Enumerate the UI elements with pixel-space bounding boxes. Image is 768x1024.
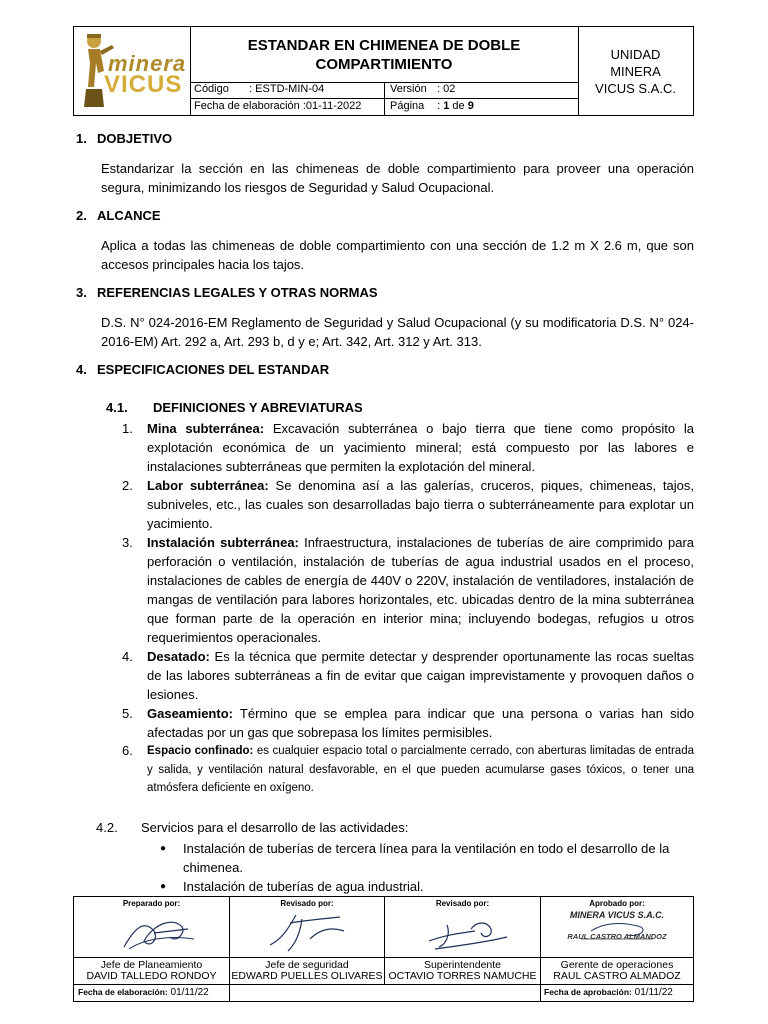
page-label: Página bbox=[390, 100, 425, 112]
page-of: de bbox=[452, 100, 465, 112]
approver-name: RAUL CASTRO ALMADOZ bbox=[553, 970, 681, 982]
company-logo bbox=[74, 27, 191, 115]
date-value: :01-11-2022 bbox=[302, 100, 362, 112]
reviewer1-name: EDWARD PUELLES OLIVARES bbox=[231, 970, 383, 982]
approver-role: Gerente de operaciones bbox=[541, 957, 693, 971]
section-2-heading: 2. ALCANCE bbox=[76, 208, 161, 223]
reviewer2-name: OCTAVIO TORRES NAMUCHE bbox=[388, 970, 537, 982]
prepared-role: Jefe de Planeamiento bbox=[74, 957, 229, 971]
version-label: Versión bbox=[390, 83, 427, 95]
services-list bbox=[160, 839, 695, 896]
list-item: 3. Instalación subterránea: Infraestructura, instalaciones de tuberías de aire comprimido para perforación o ventilación, instalación de tuberías de agua industrial usados en el proceso, instalaciones de cables de energía de 440V o 220V, instalación de ventiladores, instalación de mangas de ventilación para labores horizontales, etc. ubicadas dentro de la mina subterránea que forman parte de la operación en interior mina; incluyendo bodegas, refugios u otros requerimientos operacionales. bbox=[122, 535, 695, 645]
approver-stamp-name: RAUL CASTRO ALMANDOZ bbox=[567, 932, 667, 941]
document-header bbox=[73, 26, 694, 116]
meta-row-date bbox=[190, 99, 579, 115]
code-label: Código bbox=[194, 83, 229, 95]
prepared-name: DAVID TALLEDO RONDOY bbox=[86, 970, 217, 982]
signature-drawing bbox=[395, 909, 530, 955]
version-value: : 02 bbox=[437, 83, 456, 95]
list-item: 4. Desatado: Es la técnica que permite detectar y desprender oportunamente las rocas sueltas de las labores subterráneas a fin de evitar que caigan imprevistamente y provoquen daños o lesiones. bbox=[122, 649, 694, 702]
reviewer1-role: Jefe de seguridad bbox=[230, 957, 384, 971]
section-3-text: D.S. N° 024-2016-EM Reglamento de Seguridad y Salud Ocupacional (y su modificatoria D.S. N° 024-2016-EM) Art. 292 a, Art. 293 b, d y e; Art. 342, Art. 312 y Art. 313. bbox=[101, 315, 694, 349]
section-2-text: Aplica a todas las chimeneas de doble compartimiento con una sección de 1.2 m X 2.6 m, que son accesos principales hacia los tajos. bbox=[101, 238, 694, 272]
document-title: ESTANDAR EN CHIMENEA DE DOBLE COMPARTIMIENTO bbox=[190, 27, 579, 83]
meta-row-code bbox=[190, 82, 579, 99]
definitions-list bbox=[118, 419, 694, 798]
list-item: ● Instalación de tuberías de agua industrial. bbox=[160, 877, 695, 896]
elaboration-date: Fecha de elaboración: 01/11/22 bbox=[78, 987, 209, 998]
code-value: : ESTD-MIN-04 bbox=[249, 83, 325, 95]
logo-text-vicus: VICUS bbox=[104, 71, 183, 98]
approver-company-stamp: MINERA VICUS S.A.C. bbox=[569, 910, 665, 920]
subsection-4-2-heading: 4.2. Servicios para el desarrollo de las actividades: bbox=[96, 820, 409, 835]
section-1-heading: 1. DOBJETIVO bbox=[76, 131, 173, 146]
page-total: 9 bbox=[467, 100, 474, 112]
list-item: 1. Mina subterránea: Excavación subterránea o bajo tierra que tiene como propósito la explotación económica de un yacimiento mineral; está compuesto por las labores e instalaciones subterráneas que permiten la explotación del mineral. bbox=[122, 421, 695, 474]
section-1-text: Estandarizar la sección en las chimeneas de doble compartimiento para proveer una operación segura, minimizando los riesgos de Seguridad y Salud Ocupacional. bbox=[101, 161, 694, 195]
section-4-heading: 4. ESPECIFICACIONES DEL ESTANDAR bbox=[76, 362, 330, 377]
signature-table bbox=[73, 896, 694, 1002]
signature-reviewed-2: Revisado por: Superintendente OCTAVIO TORRES NAMUCHE bbox=[385, 897, 540, 1001]
reviewer2-role: Superintendente bbox=[385, 957, 540, 971]
approval-date: Fecha de aprobación: 01/11/22 bbox=[544, 987, 673, 998]
list-item: ● Instalación de tuberías de tercera línea para la ventilación en todo el desarrollo de la chimenea. bbox=[160, 839, 695, 877]
signature-drawing bbox=[84, 909, 219, 955]
subsection-4-1-heading: 4.1. DEFINICIONES Y ABREVIATURAS bbox=[106, 400, 363, 415]
list-item: 5. Gaseamiento: Término que se emplea para indicar que una persona o varias han sido afectadas por un gas que sobrepasa los límites permisibles. bbox=[122, 706, 694, 740]
signature-reviewed-1: Revisado por: Jefe de seguridad EDWARD PUELLES OLIVARES bbox=[231, 899, 383, 982]
page-current: 1 bbox=[443, 100, 450, 112]
date-label: Fecha de elaboración bbox=[194, 100, 300, 112]
signature-approved: Aprobado por: MINERA VICUS S.A.C. RAUL CASTRO ALMANDOZ Gerente de operaciones RAUL CASTRO ALMADOZ bbox=[541, 897, 693, 1001]
list-item: 2. Labor subterránea: Se denomina así a las galerías, cruceros, piques, chimeneas, tajos, subniveles, etc., las cuales son desarrolladas bajo tierra o subterráneamente para explotar un yacimiento. bbox=[122, 478, 694, 531]
list-item: 6. Espacio confinado: es cualquier espacio total o parcialmente cerrado, con aberturas limitadas de entrada y salida, y ventilación natural desfavorable, en el que pueden acumularse gases tóxicos, o tener una atmósfera deficiente en oxígeno. bbox=[122, 743, 694, 794]
signature-drawing bbox=[240, 909, 374, 955]
logo-text-minera: minera bbox=[108, 51, 187, 76]
page-prefix: : bbox=[437, 100, 441, 112]
unit-name: UNIDAD MINERA VICUS S.A.C. bbox=[595, 46, 676, 96]
section-3-heading: 3. REFERENCIAS LEGALES Y OTRAS NORMAS bbox=[76, 285, 378, 300]
signature-prepared: Preparado por: Jefe de Planeamiento DAVID TALLEDO RONDOY bbox=[74, 897, 229, 1001]
